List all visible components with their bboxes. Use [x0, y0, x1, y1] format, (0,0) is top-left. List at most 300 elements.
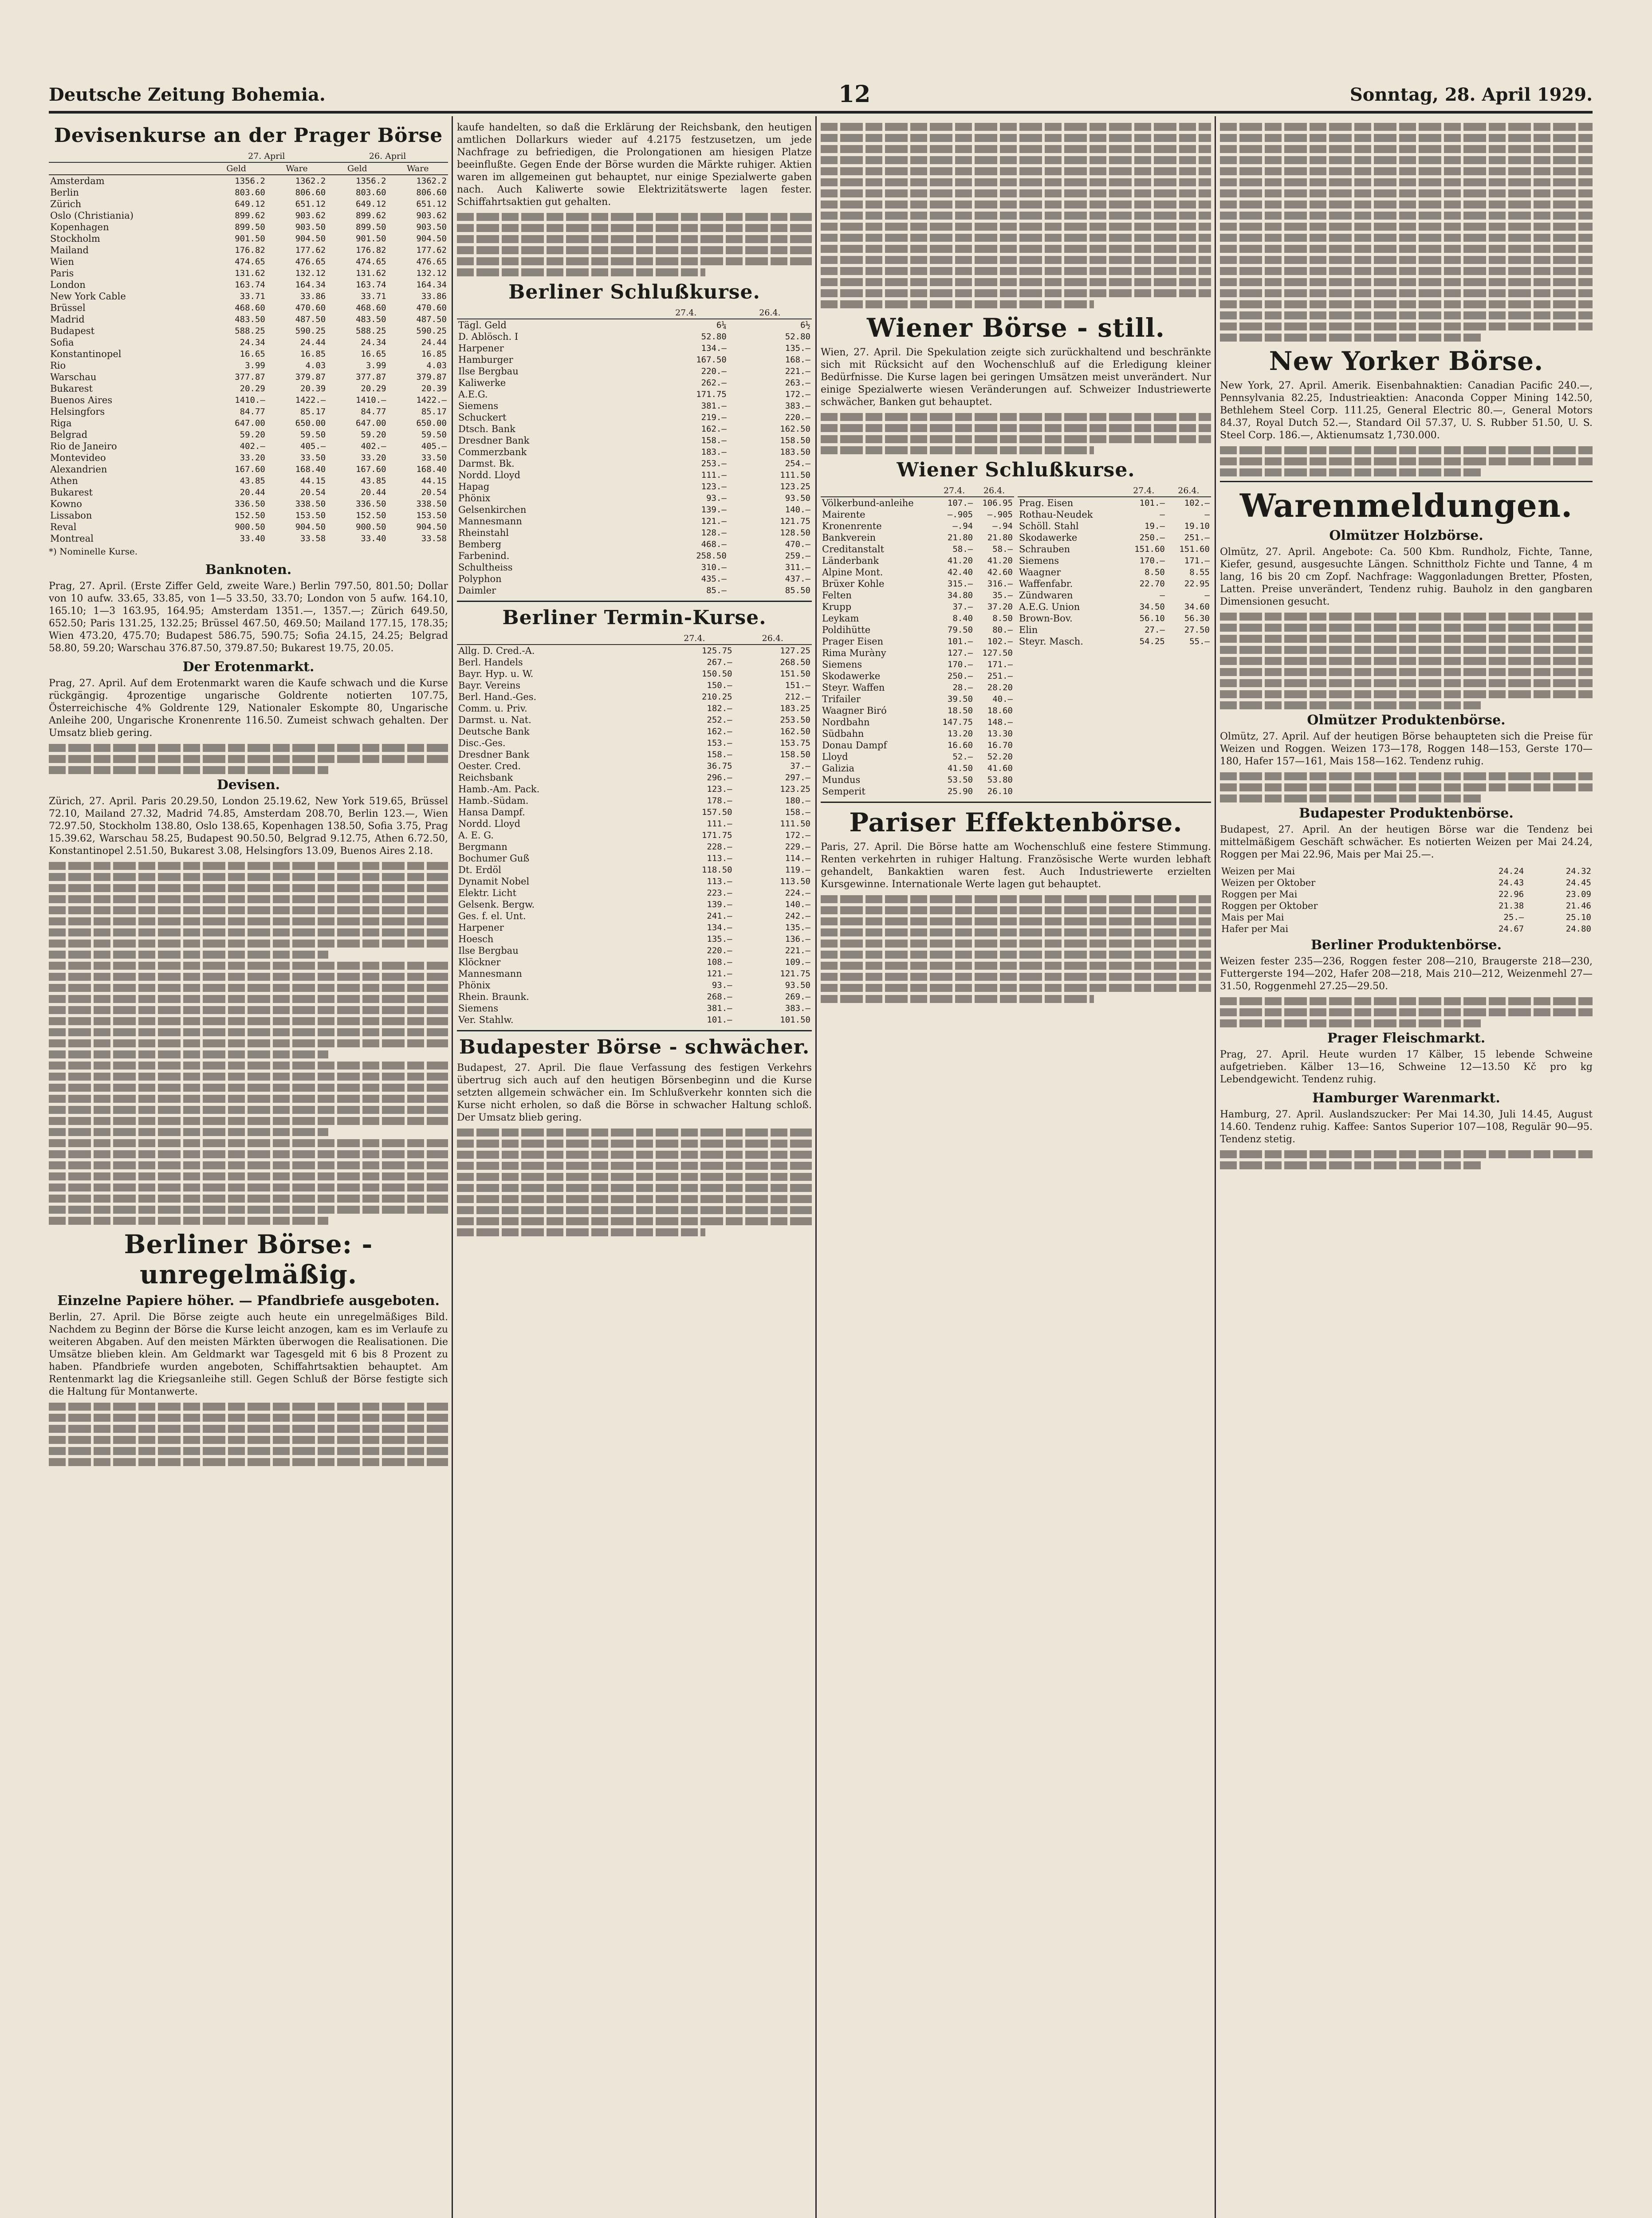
divider: [1220, 481, 1593, 482]
row-value: 177.62: [295, 245, 326, 255]
row-label: Paris: [50, 268, 74, 279]
row-label: Roggen per Mai: [1221, 889, 1298, 900]
row-value: 20.39: [421, 384, 447, 393]
wiener-row: [821, 624, 1014, 636]
row-value: 41.20: [947, 556, 973, 566]
text-line: [1220, 794, 1481, 802]
date-left: 27. April: [206, 150, 327, 162]
row-value: 168.40: [295, 464, 326, 474]
row-label: Bemberg: [458, 539, 502, 550]
row-label: Phönix: [458, 980, 491, 991]
row-value: 168.40: [416, 464, 447, 474]
row-value: 487.50: [295, 315, 326, 324]
row-label: Ges. f. el. Unt.: [458, 911, 526, 921]
text-line: [1220, 245, 1593, 253]
text-line: [1220, 783, 1593, 791]
row-value: 383.—: [785, 1003, 810, 1013]
row-value: 157.50: [701, 807, 732, 817]
new-yorker-title: New Yorker Börse.: [1269, 346, 1544, 376]
wiener-row: [821, 497, 1014, 509]
footnote: *) Nominelle Kurse.: [49, 546, 138, 557]
produktenboerse-title: Olmützer Produktenbörse.: [1307, 712, 1506, 728]
row-label: Weizen per Oktober: [1221, 877, 1316, 888]
row-label: Allg. D. Cred.-A.: [458, 645, 535, 656]
divider: [457, 1030, 812, 1031]
row-label: Reichsbank: [458, 772, 513, 783]
holzboerse-title: Olmützer Holzbörse.: [1329, 528, 1483, 543]
row-label: Riga: [50, 418, 72, 429]
text-line: [49, 755, 448, 763]
row-value: 590.25: [295, 326, 326, 336]
row-value: 210.25: [701, 692, 732, 702]
row-value: 52.80: [785, 332, 810, 342]
termin-row: [457, 703, 812, 714]
row-value: 101.—: [947, 637, 973, 646]
row-value: 183.—: [701, 447, 727, 457]
row-value: 483.50: [235, 315, 265, 324]
termin-row: [457, 818, 812, 830]
wiener-row: [821, 774, 1014, 786]
row-value: 219.—: [701, 413, 727, 422]
row-value: 1356.2: [355, 176, 386, 186]
row-label: Tägl. Geld: [458, 320, 507, 330]
row-value: 476.65: [416, 257, 447, 267]
wiener-row: [821, 532, 1014, 543]
text-line: [457, 246, 812, 254]
wiener-row: [821, 636, 1014, 647]
text-line: [1220, 646, 1593, 654]
row-value: 24.44: [300, 338, 326, 347]
row-value: 8.50: [992, 613, 1013, 623]
row-value: 220.—: [701, 366, 727, 376]
devisen-row: [49, 429, 448, 440]
termin-row: [457, 887, 812, 899]
row-value: 220.—: [707, 946, 732, 956]
devisen-row: [49, 314, 448, 325]
row-value: 176.82: [235, 245, 265, 255]
budapester-produkten-text: Budapest, 27. April. An der heutigen Börse war die Tendenz bei mittelmäßigem Geschäft schwächer. Es notierten Weizen per Mai 24.24, Roggen per Mai 22.96, Mais per Mai 25.—.: [1220, 824, 1593, 860]
row-value: 220.—: [785, 413, 810, 422]
row-label: Mailand: [50, 245, 89, 256]
schluss-row: [457, 458, 812, 469]
berliner-produkten-title: Berliner Produktenbörse.: [1310, 937, 1502, 953]
row-value: 59.20: [361, 430, 386, 440]
row-label: Deutsche Bank: [458, 726, 530, 737]
wiener-row: [821, 520, 1014, 532]
text-line: [821, 245, 1211, 253]
row-value: 43.85: [240, 476, 265, 486]
termin-row: [457, 922, 812, 933]
row-value: 402.—: [361, 441, 386, 451]
wiener-row: [821, 786, 1014, 797]
row-label: Ilse Bergbau: [458, 366, 519, 377]
row-value: 41.50: [947, 763, 973, 773]
row-label: Rothau-Neudek: [1019, 509, 1093, 520]
row-value: 468.60: [355, 303, 386, 313]
row-label: Prag. Eisen: [1019, 498, 1074, 508]
row-value: 33.40: [361, 534, 386, 543]
wiener-row: [821, 647, 1014, 659]
row-value: 153.50: [295, 511, 326, 520]
row-value: 93.—: [706, 493, 727, 503]
row-label: Nordd. Lloyd: [458, 818, 520, 829]
row-value: 19.—: [1145, 521, 1165, 531]
row-value: 900.50: [235, 522, 265, 532]
wiener-row: [821, 682, 1014, 693]
pariser-title: Pariser Effektenbörse.: [849, 807, 1183, 838]
row-value: 163.74: [355, 280, 386, 290]
text-line: [49, 940, 448, 948]
text-line: [821, 178, 1211, 186]
col-date: 27.4.: [1121, 485, 1166, 497]
text-line: [1220, 1008, 1593, 1016]
row-label: Roggen per Oktober: [1221, 901, 1318, 911]
row-value: 262.—: [701, 378, 727, 388]
schluss-row: [457, 562, 812, 573]
row-value: 903.62: [295, 211, 326, 220]
row-label: Rima Muràny: [822, 648, 886, 658]
row-value: 34.80: [947, 590, 973, 600]
devisen-row: [49, 533, 448, 544]
row-value: 1422.—: [295, 395, 326, 405]
row-value: 132.12: [416, 268, 447, 278]
row-label: Oslo (Christiania): [50, 210, 134, 221]
row-label: Lissabon: [50, 510, 92, 521]
row-value: 20.54: [300, 488, 326, 497]
holzboerse-text: Olmütz, 27. April. Angebote: Ca. 500 Kbm. Rundholz, Fichte, Tanne, Kiefer, gesund, ausgesuchte Längen. Schnittholz Fichte und Tanne, 4 m lang, 16 bis 20 cm Zopf. Nachfrage: Waggonladungen Bretter, Pfosten, Latten. Preise unverändert, Tendenz ruhig. Bauholz in den gangbaren Dimensionen gesucht.: [1220, 547, 1593, 607]
wiener-row: [821, 613, 1014, 624]
termin-row: [457, 968, 812, 979]
wiener-row: [821, 555, 1014, 566]
row-label: London: [50, 279, 86, 290]
row-value: 37.—: [790, 761, 810, 771]
row-value: —: [1204, 590, 1210, 600]
row-value: 310.—: [701, 562, 727, 572]
row-value: 44.15: [421, 476, 447, 486]
row-label: Gelsenkirchen: [458, 504, 527, 515]
text-line: [457, 1129, 812, 1137]
text-line: [1220, 1019, 1481, 1027]
text-line: [821, 201, 1211, 208]
text-line: [1220, 679, 1593, 687]
text-line: [49, 1172, 448, 1180]
row-value: 253.—: [701, 459, 727, 468]
row-value: 33.50: [300, 453, 326, 463]
row-value: 435.—: [701, 574, 727, 584]
row-label: Skodawerke: [822, 671, 881, 681]
schluss-row: [457, 492, 812, 504]
column-3: [821, 120, 1211, 2218]
row-value: 24.45: [1565, 878, 1591, 888]
row-value: 899.62: [235, 211, 265, 220]
schluss-row: [457, 573, 812, 585]
row-label: Phönix: [458, 493, 491, 503]
wiener-row: [821, 705, 1014, 716]
termin-row: [457, 749, 812, 760]
text-line: [1220, 690, 1593, 698]
row-label: Brüxer Kohle: [822, 578, 885, 589]
row-value: 164.34: [416, 280, 447, 290]
row-value: 42.60: [987, 567, 1013, 577]
devisen-row: [49, 267, 448, 279]
text-line: [49, 1150, 448, 1158]
row-value: 147.75: [942, 717, 973, 727]
row-value: 39.50: [947, 694, 973, 704]
row-label: Hafer per Mai: [1221, 924, 1289, 934]
text-line: [457, 1173, 812, 1181]
row-value: 338.50: [295, 499, 326, 509]
text-line: [49, 1184, 448, 1192]
row-label: Comm. u. Priv.: [458, 703, 527, 714]
text-line: [49, 1436, 448, 1444]
text-line: [1220, 635, 1593, 643]
row-value: 52.80: [701, 332, 727, 342]
row-value: 123.—: [701, 482, 727, 492]
row-label: Bukarest: [50, 383, 93, 394]
row-value: 4.03: [426, 361, 447, 370]
row-value: 53.80: [987, 775, 1013, 785]
wiener-row: [821, 543, 1014, 555]
text-line: [457, 1140, 812, 1148]
warenmeldungen-table: [1220, 865, 1593, 935]
termin-row: [457, 864, 812, 876]
row-value: 377.87: [235, 372, 265, 382]
devisen-row: [49, 452, 448, 464]
row-value: 37.—: [952, 602, 973, 612]
row-label: Siemens: [1019, 555, 1059, 566]
row-value: 24.24: [1499, 866, 1524, 876]
row-value: 107.—: [947, 498, 973, 508]
warenmeldungen-title: Warenmeldungen.: [1239, 487, 1573, 524]
text-line: [1220, 468, 1481, 476]
row-value: 901.50: [355, 234, 386, 244]
row-value: 121.75: [780, 969, 810, 979]
row-value: 151.—: [785, 680, 810, 690]
row-value: 4.03: [305, 361, 326, 370]
text-line: [457, 224, 812, 232]
row-value: 135.—: [785, 343, 810, 353]
wiener-row: [821, 739, 1014, 751]
text-line: [49, 895, 448, 903]
row-value: 172.—: [785, 389, 810, 399]
column-rule: [815, 116, 817, 2218]
row-value: 123.—: [707, 784, 732, 794]
row-value: 53.50: [947, 775, 973, 785]
row-label: Donau Dampf: [822, 740, 887, 751]
row-value: 102.—: [987, 637, 1013, 646]
text-line: [1220, 212, 1593, 220]
schlusskurse-title: Berliner Schlußkurse.: [508, 281, 760, 303]
text-line: [821, 123, 1211, 131]
row-value: 111.50: [780, 470, 810, 480]
row-label: Creditanstalt: [822, 544, 885, 554]
row-value: 6¼: [716, 320, 727, 330]
row-value: 468.—: [701, 539, 727, 549]
row-label: Brown-Bov.: [1019, 613, 1073, 624]
schluss-row: [457, 354, 812, 366]
text-line: [821, 940, 1211, 948]
row-value: 158.—: [785, 807, 810, 817]
termin-row: [457, 945, 812, 956]
row-value: 651.12: [416, 199, 447, 209]
schluss-row: [457, 435, 812, 446]
devisen-row: [49, 302, 448, 314]
row-value: 85.17: [300, 407, 326, 417]
row-label: Waffenfabr.: [1019, 578, 1073, 589]
col-geld: Geld: [206, 162, 266, 175]
text-line: [457, 1217, 812, 1225]
text-line: [49, 1425, 448, 1433]
text-line: [457, 1195, 812, 1203]
text-line: [1220, 234, 1593, 242]
row-value: 904.50: [295, 234, 326, 244]
row-label: Siemens: [822, 659, 862, 670]
col-date: 27.4.: [644, 307, 728, 319]
termin-row: [457, 645, 812, 657]
row-value: 58.—: [952, 544, 973, 554]
row-label: Schultheiss: [458, 562, 513, 573]
page-header: [49, 81, 1593, 114]
text-line: [49, 1161, 448, 1169]
row-label: Rhein. Braunk.: [458, 991, 529, 1002]
row-label: Harpener: [458, 343, 504, 354]
row-value: 21.80: [947, 533, 973, 543]
row-value: 41.60: [987, 763, 1013, 773]
row-value: —: [1204, 510, 1210, 519]
row-value: 3.99: [366, 361, 386, 370]
text-line: [821, 278, 1211, 286]
wiener-row: [1018, 590, 1211, 601]
row-value: 20.44: [361, 488, 386, 497]
row-label: Dt. Erdöl: [458, 865, 501, 875]
row-value: 28.—: [952, 683, 973, 692]
text-line: [1220, 123, 1593, 131]
devisen-row: [49, 475, 448, 487]
row-value: 111.—: [701, 470, 727, 480]
text-line: [49, 962, 448, 970]
text-line: [1220, 178, 1593, 186]
wiener-text: Wien, 27. April. Die Spekulation zeigte sich zurückhaltend und beschränkte sich mit Rücksicht auf den Wochenschluß auf die Erledigung kleiner Bedürfnisse. Die Kurse lagen bei geringen Umsätzen meist unverändert. Nur einige Spezialwerte wiesen Veränderungen auf. Schweizer Industriewerte schwächer, Banken gut behauptet.: [821, 347, 1211, 408]
text-line: [821, 413, 1211, 421]
row-value: 483.50: [355, 315, 386, 324]
row-value: 123.25: [780, 482, 810, 492]
col-date: 26.4.: [974, 485, 1014, 497]
row-value: 52.—: [952, 752, 973, 762]
schluss-row: [457, 585, 812, 596]
text-line: [821, 917, 1211, 925]
wiener-row: [821, 601, 1014, 613]
row-value: 297.—: [785, 773, 810, 783]
newspaper-name: Deutsche Zeitung Bohemia.: [49, 84, 326, 105]
row-label: Dtsch. Bank: [458, 424, 515, 434]
text-line: [1220, 189, 1593, 197]
schluss-row: [457, 481, 812, 492]
row-value: 33.58: [421, 534, 447, 543]
devisen-row: [49, 521, 448, 533]
devisen-row: [49, 337, 448, 348]
row-value: 171.75: [696, 389, 727, 399]
wiener-row: [1018, 543, 1211, 555]
devisen-row: [49, 406, 448, 417]
row-value: 121.—: [701, 516, 727, 526]
row-value: 80.—: [992, 625, 1013, 635]
column-2: [457, 120, 812, 2218]
row-value: 24.80: [1565, 924, 1591, 934]
row-value: 22.70: [1139, 579, 1165, 589]
wiener-row: [821, 590, 1014, 601]
row-value: 134.—: [701, 343, 727, 353]
col-date: 27.4.: [655, 633, 733, 645]
row-value: 158.50: [780, 436, 810, 445]
row-value: 42.40: [947, 567, 973, 577]
row-value: 251.—: [1184, 533, 1210, 543]
row-label: Gelsenk. Bergw.: [458, 899, 535, 910]
row-value: 127.50: [982, 648, 1013, 658]
row-value: 34.60: [1184, 602, 1210, 612]
page-number: 12: [838, 81, 871, 108]
row-value: 41.20: [987, 556, 1013, 566]
row-value: 20.29: [361, 384, 386, 393]
wiener-row: [821, 751, 1014, 763]
row-label: Steyr. Masch.: [1019, 636, 1083, 647]
termin-row: [457, 657, 812, 668]
row-label: Prager Eisen: [822, 636, 884, 647]
row-value: 259.—: [785, 551, 810, 561]
row-value: 84.77: [361, 407, 386, 417]
row-value: 25.90: [947, 787, 973, 796]
row-label: Ver. Stahlw.: [458, 1015, 514, 1025]
row-value: 170.—: [947, 660, 973, 669]
row-label: Dynamit Nobel: [458, 876, 530, 887]
row-value: 1356.2: [235, 176, 265, 186]
row-value: 470.60: [295, 303, 326, 313]
row-value: 56.10: [1139, 613, 1165, 623]
schluss-row: [457, 539, 812, 550]
text-line: [49, 995, 448, 1003]
row-label: Montevideo: [50, 452, 106, 463]
row-value: 28.20: [987, 683, 1013, 692]
row-label: Waagner: [1019, 567, 1061, 578]
text-line: [49, 906, 448, 914]
row-value: 177.62: [416, 245, 447, 255]
text-line: [457, 1151, 812, 1159]
row-value: 901.50: [235, 234, 265, 244]
row-value: 33.20: [361, 453, 386, 463]
text-line: [457, 257, 812, 265]
row-value: 3.99: [245, 361, 265, 370]
row-value: 158.—: [707, 750, 732, 759]
row-label: Budapest: [50, 326, 95, 336]
devisen-row: [49, 175, 448, 187]
text-line: [821, 156, 1211, 164]
row-value: 241.—: [707, 911, 732, 921]
date-right: 26. April: [327, 150, 448, 162]
berliner-boerse-text: Berlin, 27. April. Die Börse zeigte auch heute ein unregelmäßiges Bild. Nachdem zu Beginn der Börse die Kurse leicht anzogen, kam es im Verlaufe zu weiteren Abgaben. Auf den meisten Märkten überwogen die Realisationen. Die Umsätze blieben klein. Am Geldmarkt war Tagesgeld mit 6 bis 8 Prozent zu haben. Pfandbriefe wurden angeboten, Schiffahrtsaktien behauptet. Am Rentenmarkt lag die Kriegsanleihe still. Gegen Schluß der Börse festigte sich die Haltung für Montanwerte.: [49, 1312, 448, 1397]
erotenmarkt-title: Der Erotenmarkt.: [182, 659, 315, 675]
row-value: 134.—: [707, 923, 732, 932]
col-date: 26.4.: [1166, 485, 1211, 497]
row-label: Hamb.-Am. Pack.: [458, 784, 540, 794]
schluss-row: [457, 423, 812, 435]
termin-row: [457, 956, 812, 968]
row-value: 148.—: [987, 717, 1013, 727]
row-value: 24.34: [361, 338, 386, 347]
row-value: 167.60: [235, 464, 265, 474]
row-value: 131.62: [355, 268, 386, 278]
column-rule: [452, 116, 453, 2218]
devisen-row: [49, 464, 448, 475]
row-value: 123.25: [780, 784, 810, 794]
